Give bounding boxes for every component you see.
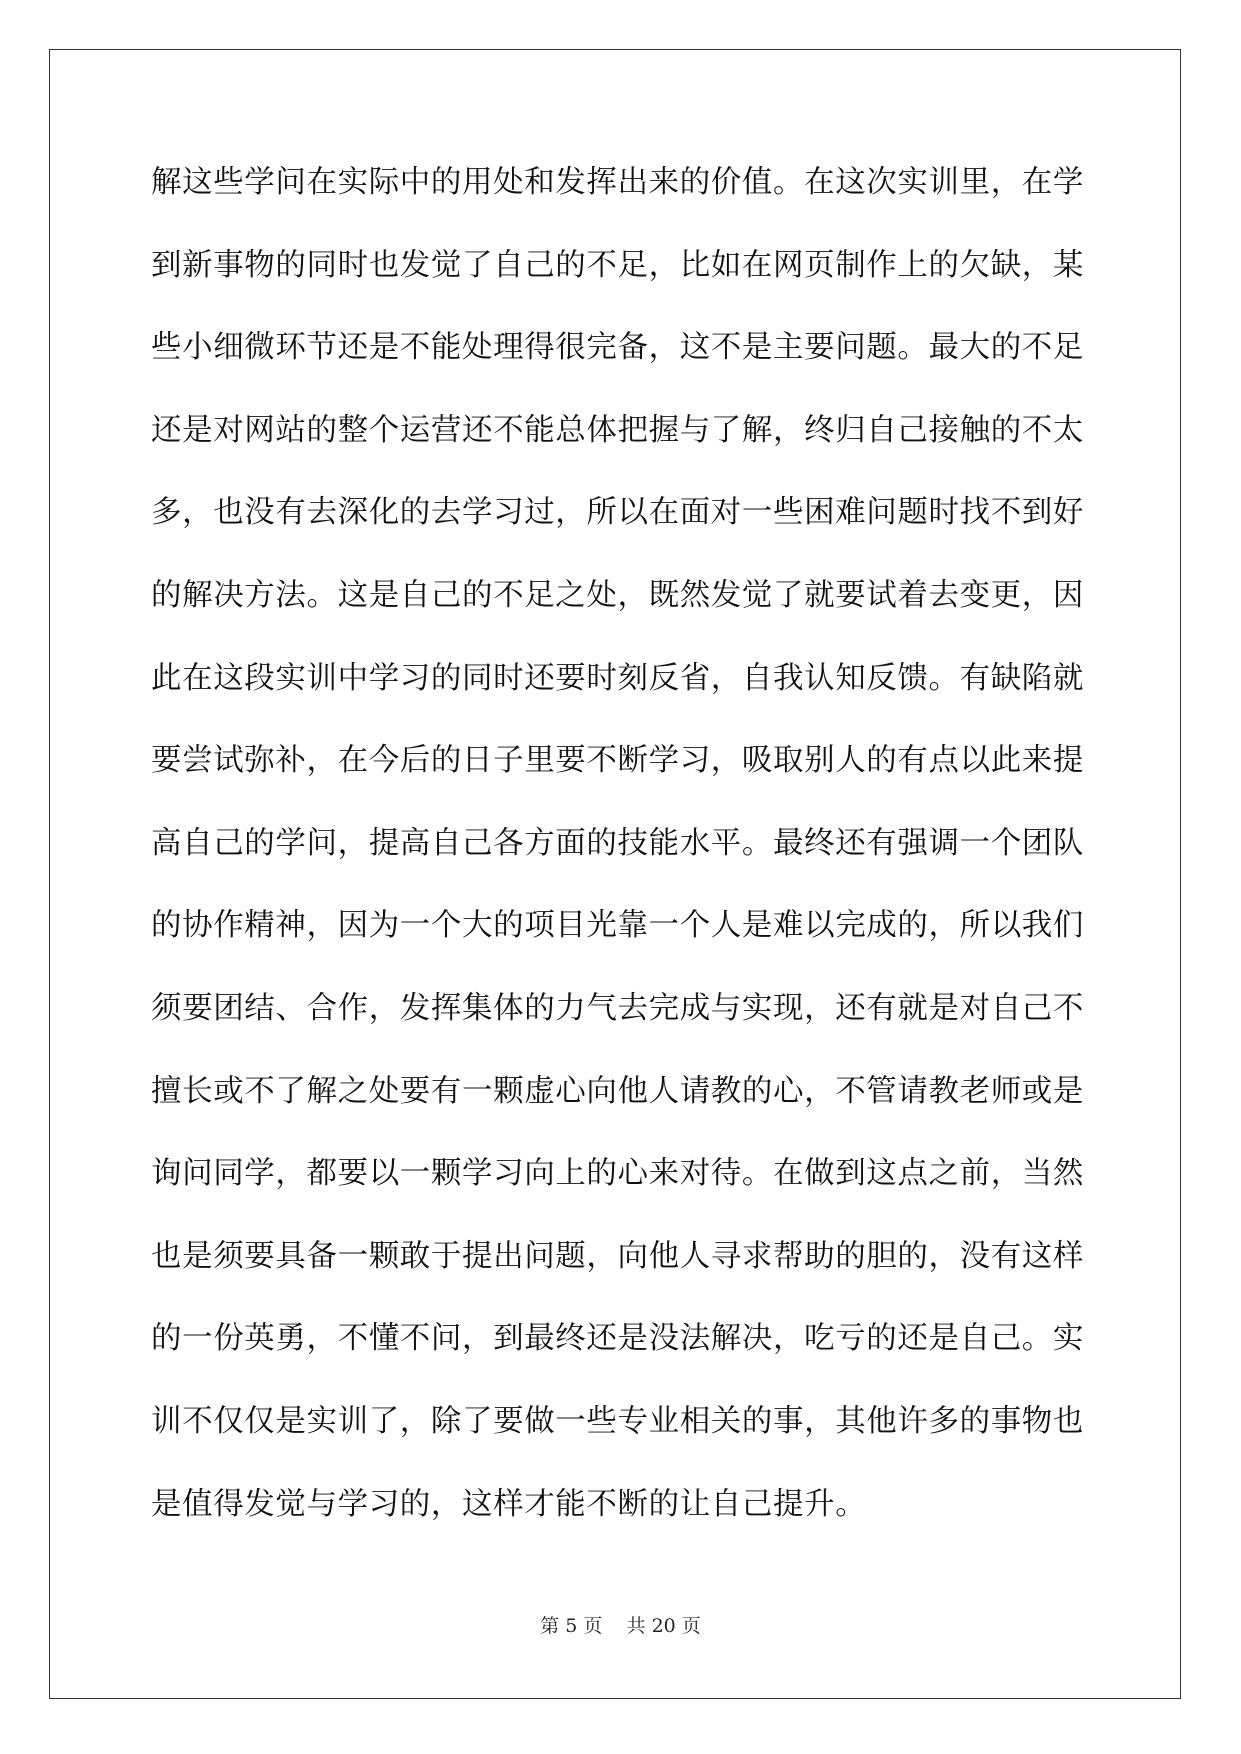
text-line: 多，也没有去深化的去学习过，所以在面对一些困难问题时找不到好	[151, 495, 1084, 531]
page-number: 第 5 页 共 20 页	[540, 1615, 701, 1637]
text-line: 高自己的学问，提高自己各方面的技能水平。最终还有强调一个团队	[151, 825, 1084, 861]
text-line: 的一份英勇，不懂不问，到最终还是没法解决，吃亏的还是自己。实	[151, 1321, 1084, 1357]
text-line: 训不仅仅是实训了，除了要做一些专业相关的事，其他许多的事物也	[151, 1403, 1084, 1439]
text-line: 解这些学问在实际中的用处和发挥出来的价值。在这次实训里，在学	[151, 165, 1084, 200]
text-line: 是值得发觉与学习的，这样才能不断的让自己提升。	[151, 1486, 867, 1522]
text-line: 也是须要具备一颗敢于提出问题，向他人寻求帮助的胆的，没有这样	[151, 1238, 1084, 1274]
text-line: 还是对网站的整个运营还不能总体把握与了解，终归自己接触的不太	[151, 412, 1084, 448]
text-line: 些小细微环节还是不能处理得很完备，这不是主要问题。最大的不足	[151, 330, 1084, 366]
text-line: 擅长或不了解之处要有一颗虚心向他人请教的心，不管请教老师或是	[151, 1073, 1084, 1109]
text-line: 须要团结、合作，发挥集体的力气去完成与实现，还有就是对自己不	[151, 990, 1084, 1026]
text-line: 询问同学，都要以一颗学习向上的心来对待。在做到这点之前，当然	[151, 1156, 1084, 1192]
body-text	[151, 163, 1091, 1567]
text-line: 到新事物的同时也发觉了自己的不足，比如在网页制作上的欠缺，某	[151, 247, 1084, 283]
text-line: 此在这段实训中学习的同时还要时刻反省，自我认知反馈。有缺陷就	[151, 660, 1084, 696]
text-line: 的解决方法。这是自己的不足之处，既然发觉了就要试着去变更，因	[151, 577, 1084, 613]
text-line: 要尝试弥补，在今后的日子里要不断学习，吸取别人的有点以此来提	[151, 743, 1084, 779]
text-line: 的协作精神，因为一个大的项目光靠一个人是难以完成的，所以我们	[151, 908, 1084, 944]
